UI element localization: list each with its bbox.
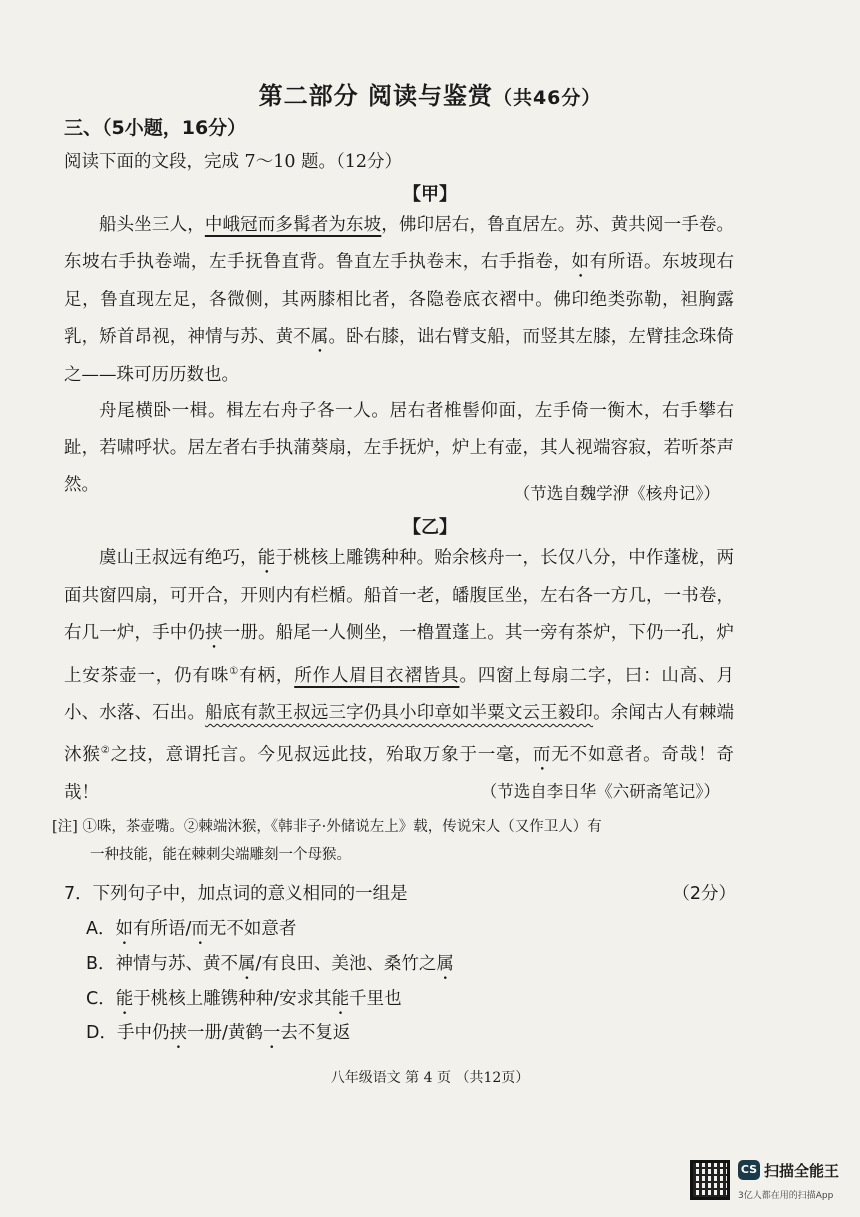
text: 。四窗上每扇二字，曰：山高、月小、水落、石出。 <box>64 665 735 723</box>
dotted-word: 挟 <box>169 1023 187 1043</box>
text: 虞山王叔远有绝巧， <box>99 548 258 568</box>
qr-code-icon <box>690 1160 730 1200</box>
footnotes <box>52 813 742 869</box>
option-d <box>86 1019 350 1053</box>
text: D．手中仍 <box>86 1023 170 1043</box>
text: 于桃核上雕镌种种/安求其 <box>133 989 332 1009</box>
passage-yi-heading: 【乙】 <box>403 517 457 538</box>
dotted-word: 一 <box>262 1023 281 1043</box>
text: 千里也 <box>349 989 402 1009</box>
question-7-points: （2分） <box>672 884 736 904</box>
text: C． <box>86 989 116 1009</box>
dotted-word: 挟 <box>205 623 223 643</box>
text: 一册/黄鹤 <box>186 1023 263 1043</box>
text: ，佛印居右，鲁直居左。苏、黄共阅一手卷。东坡右手执卷端，左手抚鲁直背。鲁直左手执卷末，右手指卷， <box>64 215 735 272</box>
text: 去不复返 <box>280 1023 351 1043</box>
section-instruction: 阅读下面的文段，完成 7～10 题。（12分） <box>64 152 403 172</box>
dotted-word: 属 <box>436 954 454 974</box>
scanner-app-tagline: 3亿人都在用的扫描App <box>738 1191 834 1201</box>
passage-jia-heading: 【甲】 <box>403 184 457 205</box>
dotted-word: 而 <box>191 919 209 939</box>
text: 无不如意者 <box>208 919 297 939</box>
text: B．神情与苏、黄不 <box>86 954 239 974</box>
passage-yi-source: （节选自李日华《六研斋笔记》） <box>480 782 720 801</box>
text: 有所语/ <box>132 919 192 939</box>
dotted-word: 能 <box>331 989 350 1009</box>
text: 于桃核上雕镌种种。贻余核舟一，长仅八分，中作蓬栊，两面共窗四扇，可开合，开则内有栏楯。船首一老，皤腹匡坐，左右各一方几，一书卷，右几一炉，手中仍 <box>64 548 735 643</box>
dotted-word: 如 <box>571 252 590 272</box>
dotted-word: 能 <box>115 989 134 1009</box>
text: A． <box>86 919 116 939</box>
part-title <box>0 76 860 111</box>
passage-jia-source: （节选自魏学洢《核舟记》） <box>513 484 720 503</box>
text: 之技，意谓托言。今见叔远此技，殆取万象于一毫， <box>110 744 533 765</box>
footnote-marker: ② <box>100 744 111 756</box>
footnote-line-1: [注] ①咮，茶壶嘴。②棘端沐猴，《韩非子·外储说左上》载，传说宋人（又作卫人）有 <box>52 819 602 835</box>
dotted-word: 属 <box>238 954 256 974</box>
dotted-word: 如 <box>115 919 133 939</box>
underlined-sentence: 所作人眉目衣褶皆具 <box>294 665 460 686</box>
option-a <box>86 915 296 949</box>
option-b <box>86 950 454 984</box>
passage-yi-para <box>64 540 734 812</box>
text: 。余闻古人有棘端沐猴 <box>64 702 735 765</box>
footnote-marker: ① <box>229 666 240 677</box>
text: 船头坐三人， <box>99 215 205 235</box>
scanner-app-name: 扫描全能王 <box>764 1162 840 1180</box>
text: 有柄， <box>239 665 295 686</box>
footnote-line-2: 一种技能，能在棘刺尖端雕刻一个母猴。 <box>90 847 351 863</box>
text: /有良田、美池、桑竹之 <box>255 954 437 974</box>
page-footer: 八年级语文 第 4 页 （共12页） <box>330 1070 530 1086</box>
question-7-stem: 7．下列句子中，加点词的意义相同的一组是 <box>64 884 408 904</box>
passage-jia-para-2: 舟尾横卧一楫。楫左右舟子各一人。居右者椎髻仰面，左手倚一衡木，右手攀右趾，若啸呼状。居左者右手执蒲葵扇，左手抚炉，炉上有壶，其人视端容寂，若听茶声然。 <box>64 401 734 495</box>
dotted-word: 而 <box>532 744 552 765</box>
dotted-word: 能 <box>257 548 276 568</box>
camscanner-logo-icon: CS <box>738 1160 760 1180</box>
text: 。卧右膝，诎右臂支船，而竖其左膝，左臂挂念珠倚之——珠可历历数也。 <box>64 327 735 385</box>
underlined-sentence: 中峨冠而多髯者为东坡 <box>204 215 382 235</box>
text: 一册。船尾一人侧坐，一橹置蓬上。其一旁有茶炉，下仍一孔，炉上安茶壶一，仍有咮 <box>64 623 735 686</box>
part-title-main: 第二部分 阅读与鉴赏 <box>258 82 493 110</box>
passage-jia-para-1 <box>64 207 734 394</box>
part-title-points: （共46分） <box>492 87 602 109</box>
question-7 <box>64 880 736 905</box>
wavy-underlined-sentence: 船底有款王叔远三字仍具小印章如半粟文云王毅印 <box>205 702 594 723</box>
section-heading: 三、（5小题，16分） <box>64 117 247 139</box>
option-c <box>86 985 402 1019</box>
text: 有所语。东坡现右足，鲁直现左足，各微侧，其两膝相比者，各隐卷底衣褶中。佛印绝类弥勒，袒胸露乳，矫首昂视，神情与苏、黄不 <box>64 252 734 347</box>
dotted-word: 属 <box>310 327 329 347</box>
text: 无不如意者。奇哉！奇哉！ <box>64 744 735 803</box>
